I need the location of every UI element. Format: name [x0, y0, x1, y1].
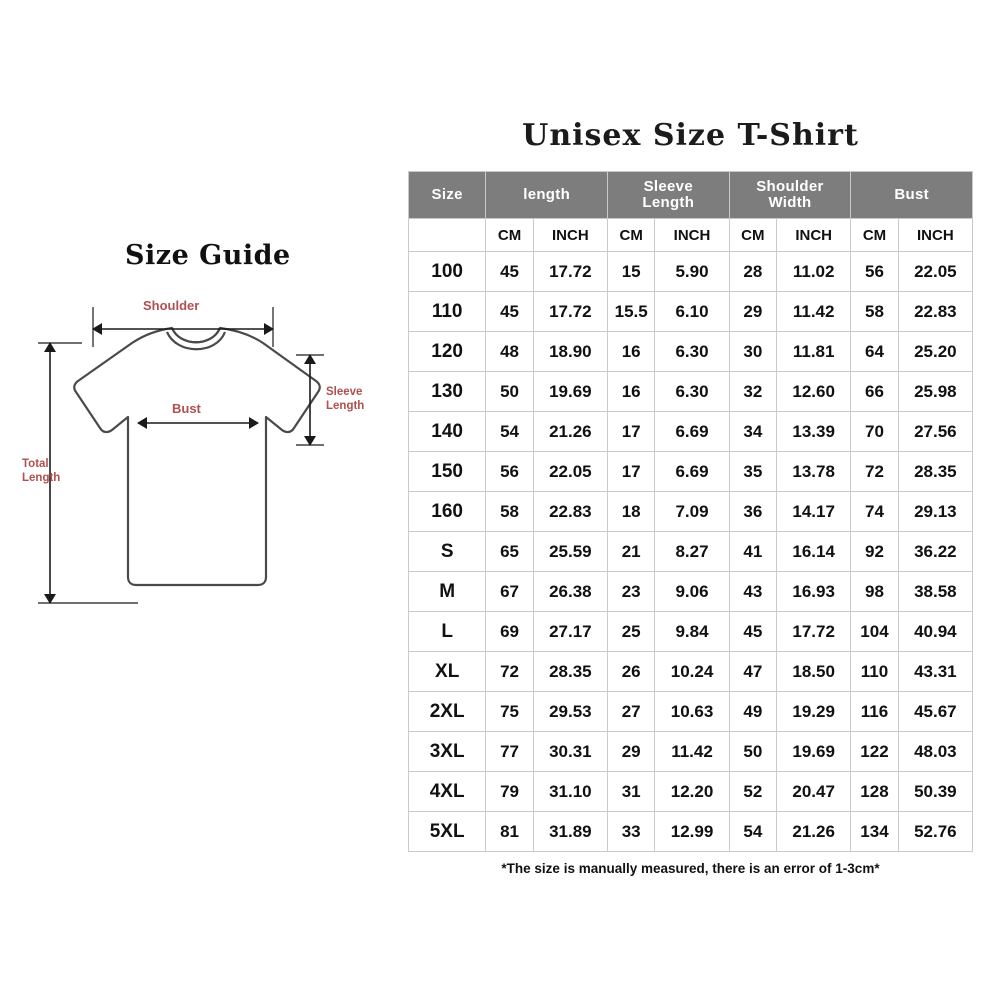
shoulder-measure-arrow	[92, 307, 274, 347]
sleeve-length-label-line1: Sleeve	[326, 386, 363, 398]
measurement-cell: 13.39	[777, 412, 851, 452]
measurement-cell: 58	[486, 492, 533, 532]
table-row	[409, 812, 973, 852]
measurement-cell: 18	[607, 492, 654, 532]
measurement-cell: 11.02	[777, 252, 851, 292]
bust-label: Bust	[172, 401, 201, 416]
measurement-cell: 27	[607, 692, 654, 732]
measurement-cell: 92	[851, 532, 898, 572]
measurement-cell: 56	[486, 452, 533, 492]
measurement-cell: 50	[729, 732, 776, 772]
measurement-cell: 18.90	[533, 332, 607, 372]
measurement-cell: 23	[607, 572, 654, 612]
measurement-cell: 28.35	[533, 652, 607, 692]
table-row	[409, 252, 973, 292]
measurement-cell: 29	[729, 292, 776, 332]
table-body	[409, 252, 973, 852]
measurement-cell: 45.67	[898, 692, 972, 732]
measurement-cell: 25.98	[898, 372, 972, 412]
measurement-cell: 64	[851, 332, 898, 372]
size-label-cell: 110	[409, 292, 486, 332]
measurement-cell: 50.39	[898, 772, 972, 812]
size-label-cell: L	[409, 612, 486, 652]
tshirt-outline-icon	[74, 328, 319, 585]
measurement-footnote: *The size is manually measured, there is an error of 1-3cm*	[501, 861, 880, 876]
measurement-cell: 72	[486, 652, 533, 692]
measurement-cell: 50	[486, 372, 533, 412]
measurement-cell: 15.5	[607, 292, 654, 332]
measurement-cell: 10.63	[655, 692, 729, 732]
measurement-cell: 29	[607, 732, 654, 772]
unit-cell: INCH	[533, 219, 607, 252]
measurement-cell: 7.09	[655, 492, 729, 532]
measurement-cell: 28.35	[898, 452, 972, 492]
measurement-cell: 17	[607, 452, 654, 492]
size-label-cell: 140	[409, 412, 486, 452]
measurement-cell: 122	[851, 732, 898, 772]
size-label-cell: 2XL	[409, 692, 486, 732]
measurement-cell: 48.03	[898, 732, 972, 772]
measurement-cell: 9.06	[655, 572, 729, 612]
measurement-cell: 110	[851, 652, 898, 692]
measurement-cell: 14.17	[777, 492, 851, 532]
measurement-cell: 43.31	[898, 652, 972, 692]
size-label-cell: S	[409, 532, 486, 572]
measurement-cell: 35	[729, 452, 776, 492]
measurement-cell: 52.76	[898, 812, 972, 852]
measurement-cell: 29.13	[898, 492, 972, 532]
size-guide-title: Size Guide	[125, 240, 291, 271]
table-head	[409, 172, 973, 252]
unit-cell: CM	[607, 219, 654, 252]
measurement-cell: 31.10	[533, 772, 607, 812]
measurement-cell: 22.05	[533, 452, 607, 492]
measurement-cell: 19.69	[777, 732, 851, 772]
size-chart-table	[408, 171, 973, 852]
header-bust: Bust	[851, 172, 973, 219]
measurement-cell: 17.72	[533, 252, 607, 292]
measurement-cell: 40.94	[898, 612, 972, 652]
measurement-cell: 25.20	[898, 332, 972, 372]
measurement-cell: 28	[729, 252, 776, 292]
measurement-cell: 29.53	[533, 692, 607, 732]
measurement-cell: 81	[486, 812, 533, 852]
table-row	[409, 372, 973, 412]
measurement-cell: 45	[486, 252, 533, 292]
tshirt-measurement-diagram	[20, 285, 400, 705]
measurement-cell: 45	[729, 612, 776, 652]
measurement-cell: 47	[729, 652, 776, 692]
measurement-cell: 74	[851, 492, 898, 532]
table-row	[409, 612, 973, 652]
measurement-cell: 36.22	[898, 532, 972, 572]
measurement-cell: 67	[486, 572, 533, 612]
size-label-cell: XL	[409, 652, 486, 692]
measurement-cell: 33	[607, 812, 654, 852]
size-label-cell: 120	[409, 332, 486, 372]
measurement-cell: 70	[851, 412, 898, 452]
header-shoulder-width: Shoulder Width	[729, 172, 851, 219]
size-label-cell: 160	[409, 492, 486, 532]
measurement-cell: 12.60	[777, 372, 851, 412]
measurement-cell: 49	[729, 692, 776, 732]
table-row	[409, 452, 973, 492]
table-row	[409, 492, 973, 532]
measurement-cell: 22.83	[898, 292, 972, 332]
measurement-cell: 48	[486, 332, 533, 372]
measurement-cell: 26	[607, 652, 654, 692]
measurement-cell: 6.30	[655, 332, 729, 372]
total-length-label-line2: Length	[22, 472, 61, 484]
measurement-cell: 17.72	[777, 612, 851, 652]
measurement-cell: 134	[851, 812, 898, 852]
measurement-cell: 66	[851, 372, 898, 412]
measurement-cell: 27.17	[533, 612, 607, 652]
table-row	[409, 332, 973, 372]
measurement-cell: 31.89	[533, 812, 607, 852]
measurement-cell: 56	[851, 252, 898, 292]
size-label-cell: 100	[409, 252, 486, 292]
measurement-cell: 17	[607, 412, 654, 452]
measurement-cell: 19.69	[533, 372, 607, 412]
total-length-label-line1: Total	[22, 458, 49, 470]
bust-measure-arrow	[137, 417, 259, 429]
measurement-cell: 6.69	[655, 452, 729, 492]
measurement-cell: 22.05	[898, 252, 972, 292]
measurement-cell: 11.42	[777, 292, 851, 332]
measurement-cell: 32	[729, 372, 776, 412]
measurement-cell: 52	[729, 772, 776, 812]
header-length: length	[486, 172, 608, 219]
measurement-cell: 38.58	[898, 572, 972, 612]
measurement-cell: 10.24	[655, 652, 729, 692]
measurement-cell: 22.83	[533, 492, 607, 532]
measurement-cell: 17.72	[533, 292, 607, 332]
table-row	[409, 772, 973, 812]
measurement-cell: 26.38	[533, 572, 607, 612]
size-label-cell: M	[409, 572, 486, 612]
measurement-cell: 13.78	[777, 452, 851, 492]
measurement-cell: 116	[851, 692, 898, 732]
table-row	[409, 732, 973, 772]
group-header-row	[409, 172, 973, 219]
unit-header-row	[409, 219, 973, 252]
measurement-cell: 30	[729, 332, 776, 372]
measurement-cell: 25	[607, 612, 654, 652]
measurement-cell: 21.26	[777, 812, 851, 852]
measurement-cell: 12.99	[655, 812, 729, 852]
measurement-cell: 6.30	[655, 372, 729, 412]
measurement-cell: 11.81	[777, 332, 851, 372]
unit-cell: INCH	[898, 219, 972, 252]
size-label-cell: 130	[409, 372, 486, 412]
measurement-cell: 75	[486, 692, 533, 732]
measurement-cell: 6.10	[655, 292, 729, 332]
measurement-cell: 16	[607, 372, 654, 412]
measurement-cell: 15	[607, 252, 654, 292]
unit-cell: INCH	[777, 219, 851, 252]
unit-cell: CM	[729, 219, 776, 252]
size-label-cell: 4XL	[409, 772, 486, 812]
size-label-cell: 5XL	[409, 812, 486, 852]
measurement-cell: 128	[851, 772, 898, 812]
measurement-cell: 18.50	[777, 652, 851, 692]
measurement-cell: 54	[486, 412, 533, 452]
unit-cell	[409, 219, 486, 252]
sleeve-length-measure-arrow	[296, 354, 324, 446]
measurement-cell: 45	[486, 292, 533, 332]
measurement-cell: 19.29	[777, 692, 851, 732]
table-row	[409, 652, 973, 692]
measurement-cell: 21.26	[533, 412, 607, 452]
size-label-cell: 150	[409, 452, 486, 492]
measurement-cell: 20.47	[777, 772, 851, 812]
measurement-cell: 43	[729, 572, 776, 612]
measurement-cell: 36	[729, 492, 776, 532]
size-guide-panel	[20, 230, 400, 700]
measurement-cell: 8.27	[655, 532, 729, 572]
measurement-cell: 41	[729, 532, 776, 572]
measurement-cell: 104	[851, 612, 898, 652]
header-size: Size	[409, 172, 486, 219]
measurement-cell: 12.20	[655, 772, 729, 812]
table-row	[409, 572, 973, 612]
measurement-cell: 6.69	[655, 412, 729, 452]
measurement-cell: 69	[486, 612, 533, 652]
header-sleeve-length: Sleeve Length	[607, 172, 729, 219]
size-chart-panel	[408, 118, 973, 876]
unit-cell: CM	[851, 219, 898, 252]
measurement-cell: 58	[851, 292, 898, 332]
measurement-cell: 11.42	[655, 732, 729, 772]
sleeve-length-label-line2: Length	[326, 400, 365, 412]
unit-cell: INCH	[655, 219, 729, 252]
measurement-cell: 16.14	[777, 532, 851, 572]
table-row	[409, 692, 973, 732]
measurement-cell: 72	[851, 452, 898, 492]
measurement-cell: 30.31	[533, 732, 607, 772]
table-row	[409, 292, 973, 332]
measurement-cell: 9.84	[655, 612, 729, 652]
measurement-cell: 79	[486, 772, 533, 812]
unit-cell: CM	[486, 219, 533, 252]
measurement-cell: 5.90	[655, 252, 729, 292]
table-row	[409, 412, 973, 452]
measurement-cell: 98	[851, 572, 898, 612]
shoulder-label: Shoulder	[143, 298, 200, 313]
measurement-cell: 25.59	[533, 532, 607, 572]
chart-title: Unisex Size T-Shirt	[522, 118, 859, 153]
measurement-cell: 16	[607, 332, 654, 372]
measurement-cell: 34	[729, 412, 776, 452]
measurement-cell: 31	[607, 772, 654, 812]
measurement-cell: 21	[607, 532, 654, 572]
table-row	[409, 532, 973, 572]
measurement-cell: 16.93	[777, 572, 851, 612]
measurement-cell: 65	[486, 532, 533, 572]
measurement-cell: 27.56	[898, 412, 972, 452]
size-label-cell: 3XL	[409, 732, 486, 772]
measurement-cell: 54	[729, 812, 776, 852]
measurement-cell: 77	[486, 732, 533, 772]
